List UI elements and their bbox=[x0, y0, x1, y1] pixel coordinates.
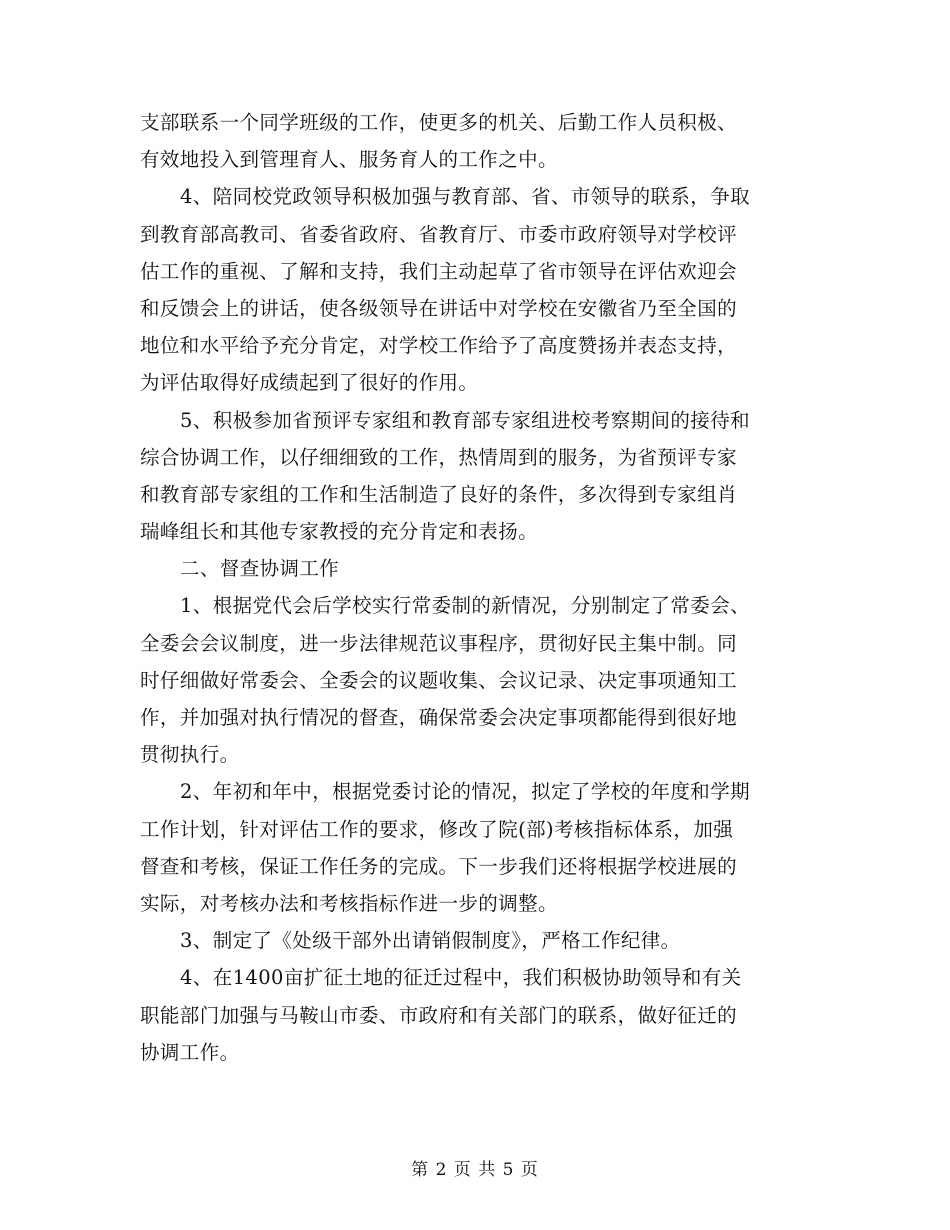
text-line: 职能部门加强与马鞍山市委、市政府和有关部门的联系，做好征迁的 bbox=[140, 1003, 738, 1027]
page-footer: 第 2 页 共 5 页 bbox=[411, 1160, 539, 1180]
text-line: 瑞峰组长和其他专家教授的充分肯定和表扬。 bbox=[140, 520, 539, 544]
text-line: 时仔细做好常委会、全委会的议题收集、会议记录、决定事项通知工 bbox=[140, 668, 738, 692]
document-body bbox=[140, 104, 820, 1071]
text-line: 2、年初和年中，根据党委讨论的情况，拟定了学校的年度和学期 bbox=[180, 780, 751, 804]
text-line: 为评估取得好成绩起到了很好的作用。 bbox=[140, 371, 479, 395]
text-line: 协调工作。 bbox=[140, 1040, 240, 1064]
text-line: 和教育部专家组的工作和生活制造了良好的条件，多次得到专家组肖 bbox=[140, 482, 738, 506]
text-line: 3、制定了《处级干部外出请销假制度》，严格工作纪律。 bbox=[180, 929, 681, 953]
text-line: 有效地投入到管理育人、服务育人的工作之中。 bbox=[140, 148, 558, 172]
text-line: 支部联系一个同学班级的工作，使更多的机关、后勤工作人员积极、 bbox=[140, 111, 738, 134]
text-line: 4、陪同校党政领导积极加强与教育部、省、市领导的联系，争取 bbox=[180, 185, 751, 209]
text-line: 实际，对考核办法和考核指标作进一步的调整。 bbox=[140, 891, 558, 915]
text-line: 综合协调工作，以仔细细致的工作，热情周到的服务，为省预评专家 bbox=[140, 445, 738, 469]
text-line: 二、督查协调工作 bbox=[180, 557, 340, 581]
text-line: 作，并加强对执行情况的督查，确保常委会决定事项都能得到很好地 bbox=[140, 706, 738, 729]
text-line: 和反馈会上的讲话，使各级领导在讲话中对学校在安徽省乃至全国的 bbox=[140, 296, 738, 320]
text-line: 5、积极参加省预评专家组和教育部专家组进校考察期间的接待和 bbox=[180, 408, 751, 432]
text-line: 估工作的重视、了解和支持，我们主动起草了省市领导在评估欢迎会 bbox=[140, 259, 738, 283]
text-line: 督查和考核，保证工作任务的完成。下一步我们还将根据学校进展的 bbox=[140, 854, 738, 878]
text-line: 地位和水平给予充分肯定，对学校工作给予了高度赞扬并表态支持， bbox=[140, 334, 738, 358]
text-line: 贯彻执行。 bbox=[140, 743, 240, 767]
text-line: 1、根据党代会后学校实行常委制的新情况，分别制定了常委会、 bbox=[180, 594, 751, 618]
text-line: 到教育部高教司、省委省政府、省教育厅、市委市政府领导对学校评 bbox=[140, 222, 738, 246]
text-line: 4、在1400亩扩征土地的征迁过程中，我们积极协助领导和有关 bbox=[180, 966, 742, 990]
text-line: 工作计划，针对评估工作的要求，修改了院(部)考核指标体系，加强 bbox=[140, 817, 734, 841]
text-line: 全委会会议制度，进一步法律规范议事程序，贯彻好民主集中制。同 bbox=[140, 631, 738, 655]
